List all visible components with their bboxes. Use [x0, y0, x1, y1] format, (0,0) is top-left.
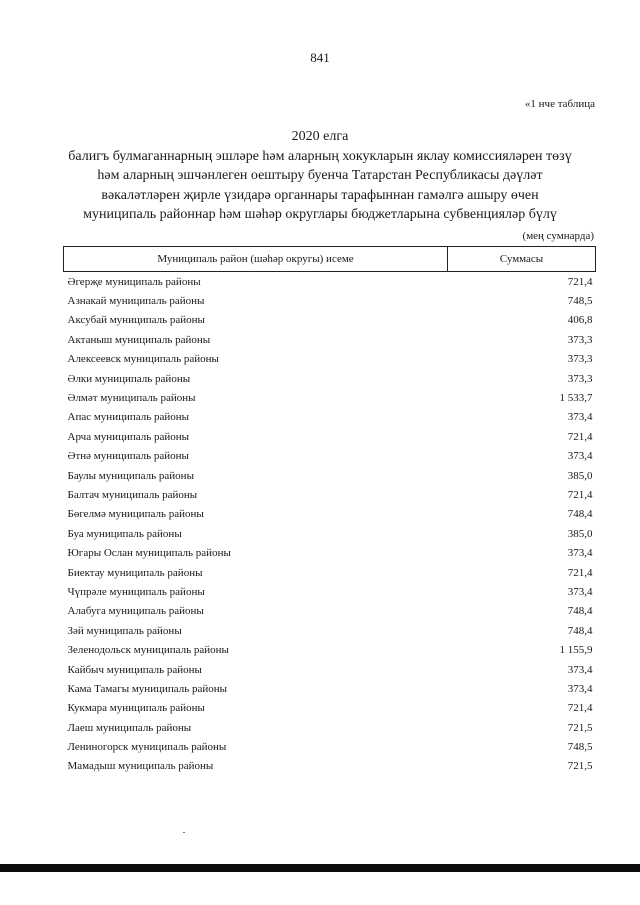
table-row — [64, 640, 596, 659]
table-row — [64, 660, 596, 679]
amount-cell: 721,4 — [567, 430, 593, 443]
heading-line: һәм аларның эшчәнлеген оештыру буенча Татарстан Республикасы дәүләт — [97, 168, 543, 183]
table-row — [64, 388, 596, 407]
district-name-cell: Биектау муниципаль районы — [67, 566, 203, 579]
district-name-cell: Азнакай муниципаль районы — [67, 295, 205, 308]
table-row — [64, 621, 596, 640]
table-row — [64, 737, 596, 756]
scan-edge-bar — [0, 864, 640, 872]
amount-cell: 748,4 — [567, 605, 593, 618]
table-row — [64, 466, 596, 485]
subvention-table — [63, 246, 596, 776]
amount-cell: 1 533,7 — [559, 392, 593, 405]
table-row — [64, 543, 596, 562]
table-row — [64, 699, 596, 718]
district-name-cell: Арча муниципаль районы — [67, 430, 190, 443]
table-row — [64, 602, 596, 621]
table-row — [64, 369, 596, 388]
amount-cell: 748,4 — [567, 624, 593, 637]
amount-cell: 721,5 — [567, 721, 593, 734]
district-name-cell: Баулы муниципаль районы — [67, 469, 194, 482]
district-name-cell: Бөгелмә муниципаль районы — [67, 508, 204, 521]
table-reference: «1 нче таблица — [524, 98, 595, 110]
table-row — [64, 291, 596, 310]
district-name-cell: Аксубай муниципаль районы — [67, 314, 205, 327]
amount-cell: 385,0 — [567, 527, 593, 540]
amount-cell: 748,5 — [567, 741, 593, 754]
amount-cell: 373,3 — [567, 372, 593, 385]
amount-cell: 721,4 — [567, 488, 593, 501]
table-row — [64, 350, 596, 369]
amount-cell: 748,5 — [567, 295, 593, 308]
table-row — [64, 563, 596, 582]
amount-cell: 721,4 — [567, 566, 593, 579]
table-row — [64, 408, 596, 427]
amount-cell: 721,5 — [567, 760, 593, 773]
district-name-cell: Зәй муниципаль районы — [67, 624, 182, 637]
table-row — [64, 311, 596, 330]
table-body — [64, 272, 596, 777]
column-header-sum: Суммасы — [448, 247, 596, 272]
heading-year: 2020 елга — [291, 129, 349, 144]
heading-line: муниципаль районнар һәм шәһәр округлары бюджетларына субвенцияләр бүлү — [83, 207, 557, 222]
district-name-cell: Балтач муниципаль районы — [67, 488, 198, 501]
district-name-cell: Әлмәт муниципаль районы — [67, 392, 196, 405]
table-row — [64, 447, 596, 466]
amount-cell: 1 155,9 — [559, 644, 593, 657]
table-header-row — [64, 247, 596, 272]
district-name-cell: Буа муниципаль районы — [67, 527, 182, 540]
column-header-name: Муниципаль район (шәһәр округы) исеме — [64, 247, 448, 272]
amount-cell: 721,4 — [567, 702, 593, 715]
district-name-cell: Әтнә муниципаль районы — [67, 450, 189, 463]
table-row — [64, 757, 596, 776]
amount-cell: 373,4 — [567, 547, 593, 560]
heading-line: балигъ булмаганнарның эшләре һәм аларның хокукларын яклау комиссияләрен төзү — [68, 148, 572, 164]
table-row — [64, 524, 596, 543]
amount-cell: 373,4 — [567, 585, 593, 598]
page-number: 841 — [310, 50, 330, 65]
district-name-cell: Әгерҗе муниципаль районы — [67, 275, 201, 288]
district-name-cell: Апас муниципаль районы — [67, 411, 190, 424]
district-name-cell: Лаеш муниципаль районы — [67, 721, 192, 734]
scan-speck — [183, 832, 185, 833]
document-heading — [40, 127, 600, 225]
amount-cell: 373,4 — [567, 682, 593, 695]
district-name-cell: Лениногорск муниципаль районы — [67, 741, 227, 754]
amount-cell: 373,3 — [567, 333, 593, 346]
district-name-cell: Актаныш муниципаль районы — [67, 333, 211, 346]
heading-line: вәкаләтләрен җирле үзидарә органнары тарафыннан гамәлгә ашыру өчен — [101, 187, 539, 203]
amount-cell: 406,8 — [567, 314, 593, 327]
district-name-cell: Әлки муниципаль районы — [67, 372, 191, 385]
amount-cell: 721,4 — [567, 275, 593, 288]
district-name-cell: Югары Ослан муниципаль районы — [67, 547, 231, 560]
amount-cell: 385,0 — [567, 469, 593, 482]
amount-cell: 748,4 — [567, 508, 593, 521]
table-row — [64, 330, 596, 349]
amount-cell: 373,4 — [567, 411, 593, 424]
table-row — [64, 718, 596, 737]
table-row — [64, 582, 596, 601]
table-row — [64, 679, 596, 698]
table-row — [64, 272, 596, 292]
district-name-cell: Кукмара муниципаль районы — [67, 702, 205, 715]
amount-cell: 373,4 — [567, 450, 593, 463]
units-note: (мең сумнарда) — [522, 230, 594, 242]
table-row — [64, 505, 596, 524]
district-name-cell: Мамадыш муниципаль районы — [67, 760, 214, 773]
table-row — [64, 485, 596, 504]
district-name-cell: Чүпрәле муниципаль районы — [67, 585, 205, 598]
district-name-cell: Зеленодольск муниципаль районы — [67, 644, 229, 657]
district-name-cell: Алабуга муниципаль районы — [67, 605, 204, 618]
amount-cell: 373,4 — [567, 663, 593, 676]
amount-cell: 373,3 — [567, 353, 593, 366]
district-name-cell: Кайбыч муниципаль районы — [67, 663, 202, 676]
district-name-cell: Кама Тамагы муниципаль районы — [67, 682, 228, 695]
table-row — [64, 427, 596, 446]
district-name-cell: Алексеевск муниципаль районы — [67, 353, 219, 366]
